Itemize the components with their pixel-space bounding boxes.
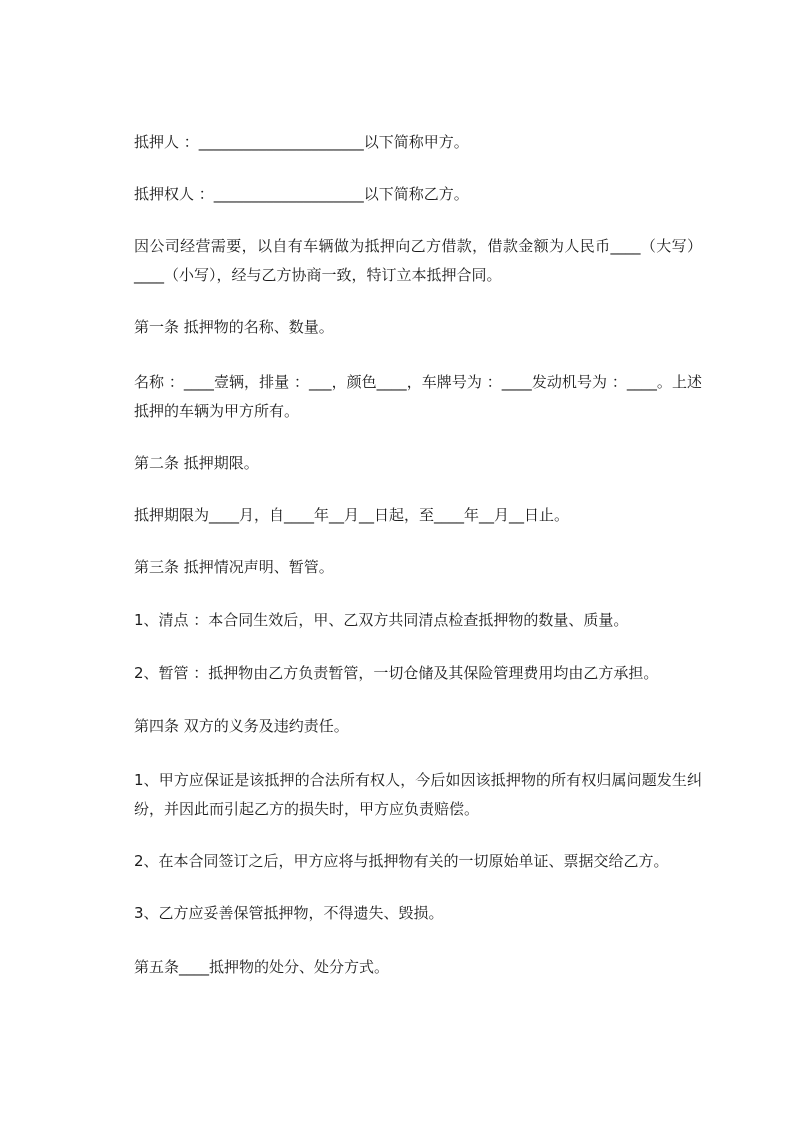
clause-4-1: 1、甲方应保证是该抵押的合法所有权人，今后如因该抵押物的所有权归属问题发生纠纷，并因此而引起乙方的损失时，甲方应负责赔偿。	[134, 771, 702, 818]
article-1-heading: 第一条 抵押物的名称、数量。	[134, 318, 334, 336]
term-line: 抵押期限为____月，自____年__月__日起，至____年__月__日止。	[134, 506, 570, 524]
clause-4-2: 2、在本合同签订之后，甲方应将与抵押物有关的一切原始单证、票据交给乙方。	[134, 852, 669, 870]
clause-4-3: 3、乙方应妥善保管抵押物，不得遗失、毁损。	[134, 904, 444, 922]
vehicle-description-paragraph: 名称 ：____壹辆，排量 ：___，颜色____，车牌号为 ：____发动机号为 ：____。上述抵押的车辆为甲方所有。	[134, 373, 702, 420]
article-2-heading: 第二条 抵押期限。	[134, 454, 259, 472]
clause-3-2: 2、暂管 ：抵押物由乙方负责暂管，一切仓储及其保险管理费用均由乙方承担。	[134, 664, 659, 682]
preamble-paragraph: 因公司经营需要，以自有车辆做为抵押向乙方借款，借款金额为人民币____（大写）____（小写），经与乙方协商一致，特订立本抵押合同。	[134, 237, 702, 284]
article-4-heading: 第四条 双方的义务及违约责任。	[134, 717, 349, 735]
pledgor-line: 抵押人 ：______________________以下简称甲方。	[134, 133, 469, 151]
clause-3-1: 1、清点 ：本合同生效后，甲、乙双方共同清点检查抵押物的数量、质量。	[134, 611, 629, 629]
article-5-heading: 第五条____抵押物的处分、处分方式。	[134, 958, 390, 976]
article-3-heading: 第三条 抵押情况声明、暂管。	[134, 558, 334, 576]
pledgee-line: 抵押权人 ：____________________以下简称乙方。	[134, 185, 469, 203]
